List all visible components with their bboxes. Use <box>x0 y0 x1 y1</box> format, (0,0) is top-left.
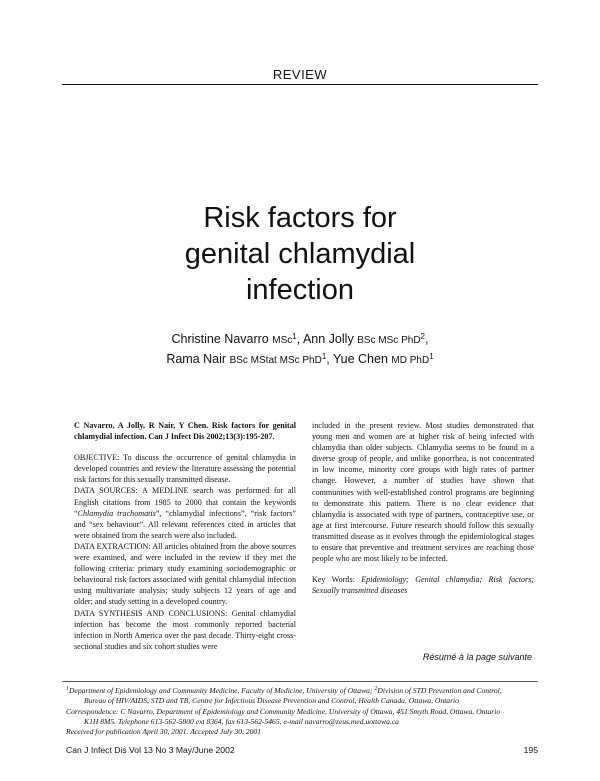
author-degree: MSc <box>272 335 293 346</box>
author-degree: MD PhD <box>391 355 430 366</box>
affiliations-cont: Bureau of HIV/AIDS, STD and TB, Centre for Infectious Disease Prevention and Control, Health Canada, Ottawa, Ontario <box>84 696 459 706</box>
objective-label: OBJECTIVE: <box>74 453 120 463</box>
author-affiliation-mark: 1 <box>321 352 327 361</box>
abstract-objective <box>74 452 296 485</box>
correspondence-cont: K1H 8M5. Telephone 613-562-5800 ext 8364, fax 613-562-5465, e-mail navarro@zeus.med.uottawa.ca <box>84 716 399 726</box>
correspondence: Correspondence: C Navarro, Department of Epidemiology and Community Medicine, University of Ottawa, 451 Smyth Road, Ottawa, Ontario <box>66 706 501 716</box>
synthesis-text-left: Genital chlamydial infection has become the most commonly reported bacterial infection in North America over the past decade. Thirty-eight cross-sectional studies and six cohort studies were <box>74 608 296 651</box>
title-line-2: genital chlamydial <box>184 238 416 270</box>
footnote-divider <box>62 681 538 682</box>
journal-footer: Can J Infect Dis Vol 13 No 3 May/June 2002 <box>66 745 235 755</box>
data-extraction-text: All articles obtained from the above sources were examined, and were included in the review if they met the following criteria: primary study examining sociodemographic or behavioural risk factors associated with genital chlamydial infection using multivariate analysis; study subjects 12 years of age and older; and study setting in a developed country. <box>74 541 296 607</box>
page-number: 195 <box>523 745 538 755</box>
author-affiliation-mark: 1 <box>292 332 297 341</box>
objective-text: To discuss the occurrence of genital chlamydia in developed countries and review the literature assessing the potential risk factors for this sexually transmitted disease. <box>74 453 296 485</box>
keyword-italic: Chlamydia trachomatis <box>77 508 156 518</box>
abstract-column-right <box>312 420 534 596</box>
footnotes <box>66 686 538 737</box>
author-row-2: Rama Nair BSc MStat MSc PhD$^1$, Yue Chen MD PhD$^1$ <box>166 352 434 366</box>
keywords-text: Epidemiology; Genital chlamydia; Risk factors; Sexually transmitted diseases <box>312 575 534 596</box>
section-label: REVIEW <box>272 67 328 82</box>
article-title <box>100 200 500 308</box>
author-name: Rama Nair <box>166 352 227 366</box>
citation: C Navarro, A Jolly, R Nair, Y Chen. Risk factors for genital chlamydial infection. Can J Infect Dis 2002;13(3):195-207. <box>74 421 296 442</box>
data-sources-label: DATA SOURCES: <box>74 486 138 496</box>
author-name: Yue Chen <box>333 352 388 366</box>
author-degree: BSc MStat MSc PhD <box>229 355 322 366</box>
abstract-data-extraction <box>74 541 296 608</box>
title-line-3: infection <box>245 274 354 306</box>
title-line-1: Risk factors for <box>203 202 397 234</box>
author-affiliation-mark: 2 <box>420 332 425 341</box>
keywords-label: Key Words: <box>312 575 355 585</box>
abstract-data-sources: DATA SOURCES: A MEDLINE search was performed for all English citations from 1985 to 2000 that contain the keywords “Chlamydia trachomatis”, “chlamydial infections”, “risk factors” and “sex behaviour”. All relevant references cited in articles that were obtained from the search were also included. <box>74 486 297 540</box>
author-row-1: Christine Navarro MSc$^1$, Ann Jolly BSc MSc PhD$^2$, <box>171 332 429 346</box>
author-affiliation-mark: 1 <box>429 352 434 361</box>
synthesis-text-right: included in the present review. Most studies demonstrated that young men and women are at higher risk of being infected with chlamydia than older subjects. Chlamydia seems to be found in a diverse group of people, and unlike gonorrhea, is not concentrated in low income, minority core groups with high rates of partner change. However, a number of studies have shown that communities with well-established control programs are beginning to demonstrate this pattern. There is no clear evidence that chlamydia is associated with type of partners, contraceptive use, or age at first intercourse. Future research should follow this sexually transmitted disease as it evolves through the epidemiological stages to ensure that preventive and treatment services are reaching those people who are most likely to be infected. <box>312 421 534 564</box>
abstract-column-left <box>74 420 296 652</box>
abstract-synthesis <box>74 608 296 652</box>
author-list <box>100 330 500 370</box>
author-degree: BSc MSc PhD <box>357 335 421 346</box>
author-name: Christine Navarro <box>171 332 269 346</box>
received-dates: Received for publication April 30, 2001. Accepted July 30, 2001 <box>66 727 262 737</box>
section-divider <box>62 84 538 85</box>
resume-link: Résumé à la page suivante <box>422 652 532 662</box>
affiliations: $^1$Department of Epidemiology and Community Medicine, Faculty of Medicine, University of Ottawa; $^2$Division of STD Prevention and Control, <box>66 686 502 695</box>
synthesis-label: DATA SYNTHESIS AND CONCLUSIONS: <box>74 608 228 618</box>
data-extraction-label: DATA EXTRACTION: <box>74 541 151 551</box>
keywords <box>312 574 534 596</box>
author-name: Ann Jolly <box>302 332 354 346</box>
